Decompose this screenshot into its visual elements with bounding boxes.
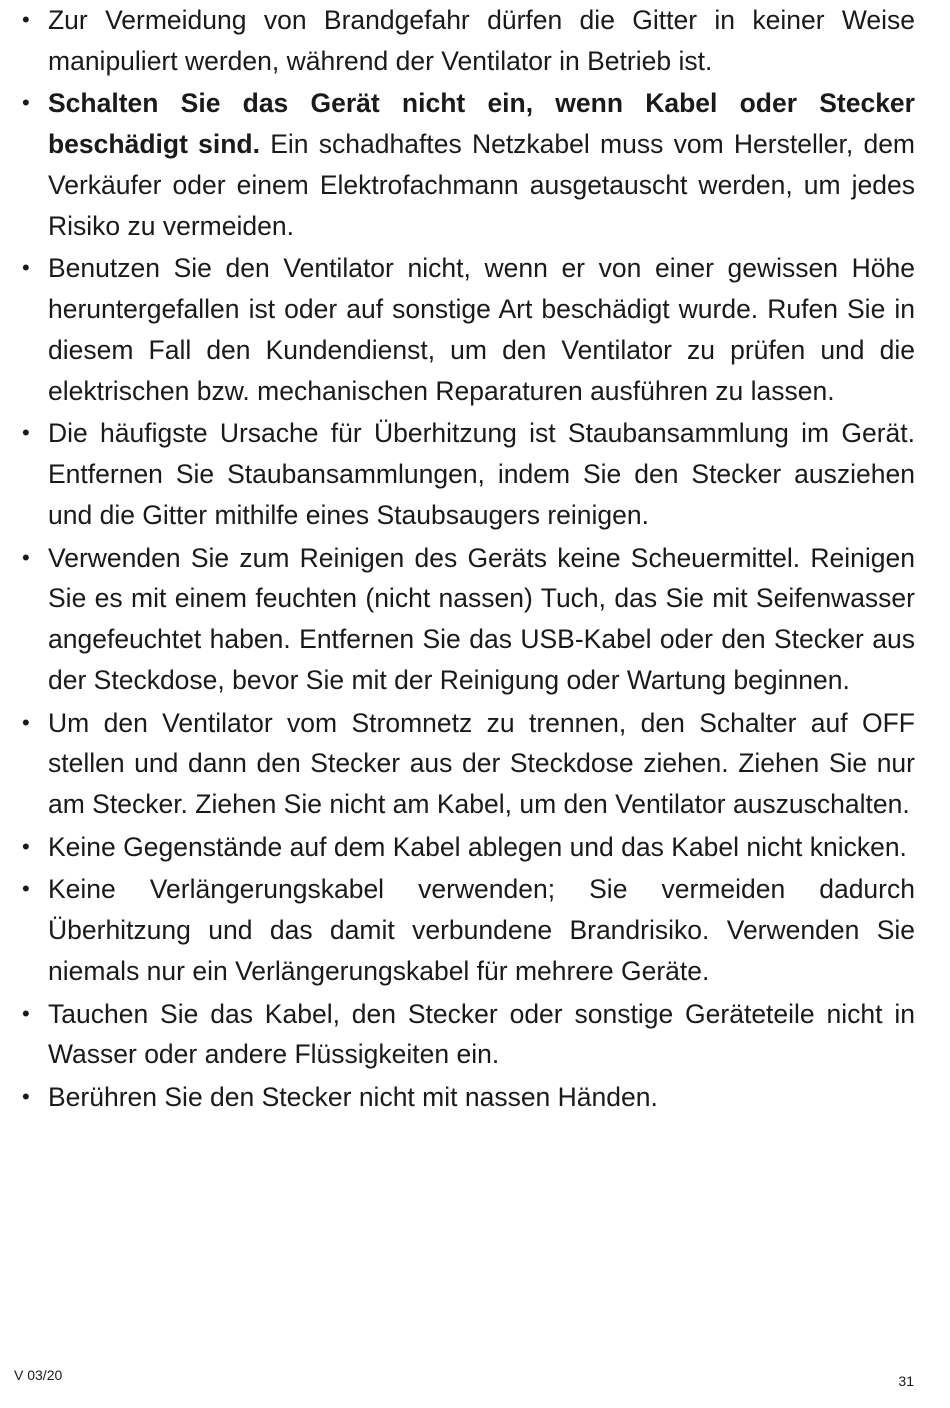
bullet-text: Keine Verlängerungskabel verwenden; Sie vermeiden dadurch Überhitzung und das damit verbundene Brandrisiko. Verwenden Sie niemals nur ein Verlängerungskabel für mehrere Geräte. xyxy=(48,874,915,986)
bullet-text: Berühren Sie den Stecker nicht mit nassen Händen. xyxy=(48,1081,658,1112)
page-number: 31 xyxy=(898,1373,914,1389)
bullet-icon: • xyxy=(22,544,30,570)
bullet-icon: • xyxy=(22,709,30,735)
bullet-icon: • xyxy=(22,876,30,902)
bullet-text: Zur Vermeidung von Brandgefahr dürfen die Gitter in keiner Weise manipuliert werden, während der Ventilator in Betrieb ist. xyxy=(48,5,915,76)
list-item xyxy=(22,0,915,82)
bullet-icon: • xyxy=(22,420,30,446)
list-item xyxy=(22,413,915,535)
bullet-icon: • xyxy=(22,1083,30,1109)
bullet-text: Um den Ventilator vom Stromnetz zu trennen, den Schalter auf OFF stellen und dann den Stecker aus der Steckdose ziehen. Ziehen Sie nur am Stecker. Ziehen Sie nicht am Kabel, um den Ventilator auszuschalten. xyxy=(48,707,915,820)
bullet-bold-text: Schalten Sie das Gerät nicht ein, wenn Kabel oder Stecker beschädigt sind. xyxy=(48,88,915,160)
bullet-icon: • xyxy=(22,90,30,116)
bullet-icon: • xyxy=(22,7,30,32)
bullet-text: Verwenden Sie zum Reinigen des Geräts keine Scheuermittel. Reinigen Sie es mit einem feuchten (nicht nassen) Tuch, das Sie mit Seifenwasser angefeuchtet haben. Entfernen Sie das USB-Kabel oder den Stecker aus der Steckdose, bevor Sie mit der Reinigung oder Wartung beginnen. xyxy=(48,542,915,695)
bullet-icon: • xyxy=(22,255,30,281)
list-item xyxy=(22,827,915,868)
list-item xyxy=(22,703,915,825)
bullet-text: Benutzen Sie den Ventilator nicht, wenn er von einer gewissen Höhe heruntergefallen ist oder auf sonstige Art beschädigt wurde. Rufen Sie in diesem Fall den Kundendienst, um den Ventilator zu prüfen und die elektrischen bzw. mechanischen Reparaturen ausführen zu lassen. xyxy=(48,253,915,406)
list-item xyxy=(22,83,915,246)
list-item xyxy=(22,538,915,701)
list-item xyxy=(22,1077,915,1118)
bullet-icon: • xyxy=(22,833,30,859)
bullet-text: Keine Gegenstände auf dem Kabel ablegen und das Kabel nicht knicken. xyxy=(48,831,907,862)
bullet-text: Tauchen Sie das Kabel, den Stecker oder sonstige Geräteteile nicht in Wasser oder andere Flüssigkeiten ein. xyxy=(48,998,915,1070)
list-item xyxy=(22,994,915,1076)
list-item xyxy=(22,869,915,991)
safety-instructions-list xyxy=(22,0,915,1119)
version-label: V 03/20 xyxy=(14,1367,63,1383)
list-item xyxy=(22,248,915,411)
bullet-text: Die häufigste Ursache für Überhitzung ist Staubansammlung im Gerät. Entfernen Sie Staubansammlungen, indem Sie den Stecker ausziehen und die Gitter mithilfe eines Staubsaugers reinigen. xyxy=(48,418,915,530)
bullet-text: Ein schadhaftes Netzkabel muss vom Hersteller, dem Verkäufer oder einem Elektrofachmann ausgetauscht werden, um jedes Risiko zu vermeiden. xyxy=(48,129,916,241)
bullet-icon: • xyxy=(22,1000,30,1026)
